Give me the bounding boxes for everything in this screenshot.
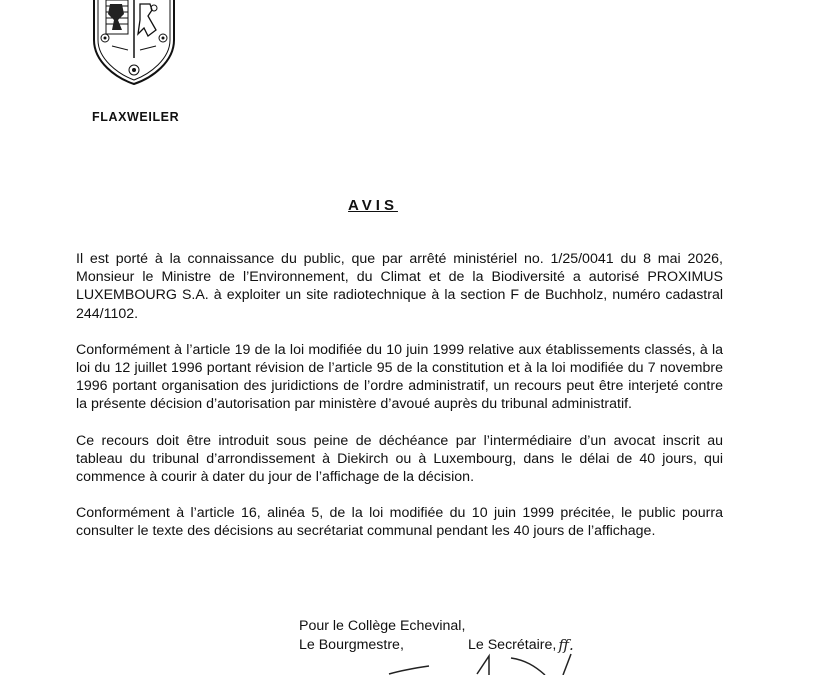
municipality-name: FLAXWEILER (92, 110, 180, 124)
coat-of-arms-icon (88, 0, 180, 86)
paragraph-appeal-deadline: Ce recours doit être introduit sous peine de déchéance par l’intermédiaire d’un avocat inscrit au tableau du tribunal d’arrondissement à Diekirch ou à Luxembourg, dans le délai de 40 jours, qui commence à courir à dater du jour de l’affichage de la décision. (76, 432, 723, 486)
mayor-label: Le Bourgmestre, (299, 636, 404, 653)
secretary-label: Le Secrétaire, (468, 636, 557, 653)
notice-title: AVIS (348, 197, 398, 214)
handwritten-signature (385, 650, 595, 675)
paragraph-appeal-legal-basis: Conformément à l’article 19 de la loi modifiée du 10 juin 1999 relative aux établissements classés, à la loi du 12 juillet 1996 portant révision de l’article 95 de la constitution et à la loi modifiée du 7 novembre 1996 portant organisation des juridictions de l’ordre administratif, un recours peut être interjeté contre la présente décision d’autorisation par ministère d’avoué auprès du tribunal administratif. (76, 341, 723, 413)
signature-block (299, 617, 574, 654)
paragraph-decision: Il est porté à la connaissance du public, que par arrêté ministériel no. 1/25/0041 du 8 mai 2026, Monsieur le Ministre de l’Environnement, du Climat et de la Biodiversité a autorisé PROXIMUS LUXEMBOURG S.A. à exploiter un site radiotechnique à la section F de Buchholz, numéro cadastral 244/1102. (76, 251, 723, 322)
notice-body (76, 250, 723, 559)
secretary-ff-mark: ff. (558, 635, 574, 654)
paragraph-consultation: Conformément à l’article 16, alinéa 5, de la loi modifiée du 10 juin 1999 précitée, le public pourra consulter le texte des décisions au secrétariat communal pendant les 40 jours de l’affichage. (76, 505, 723, 540)
college-line: Pour le Collège Echevinal, (299, 618, 466, 634)
